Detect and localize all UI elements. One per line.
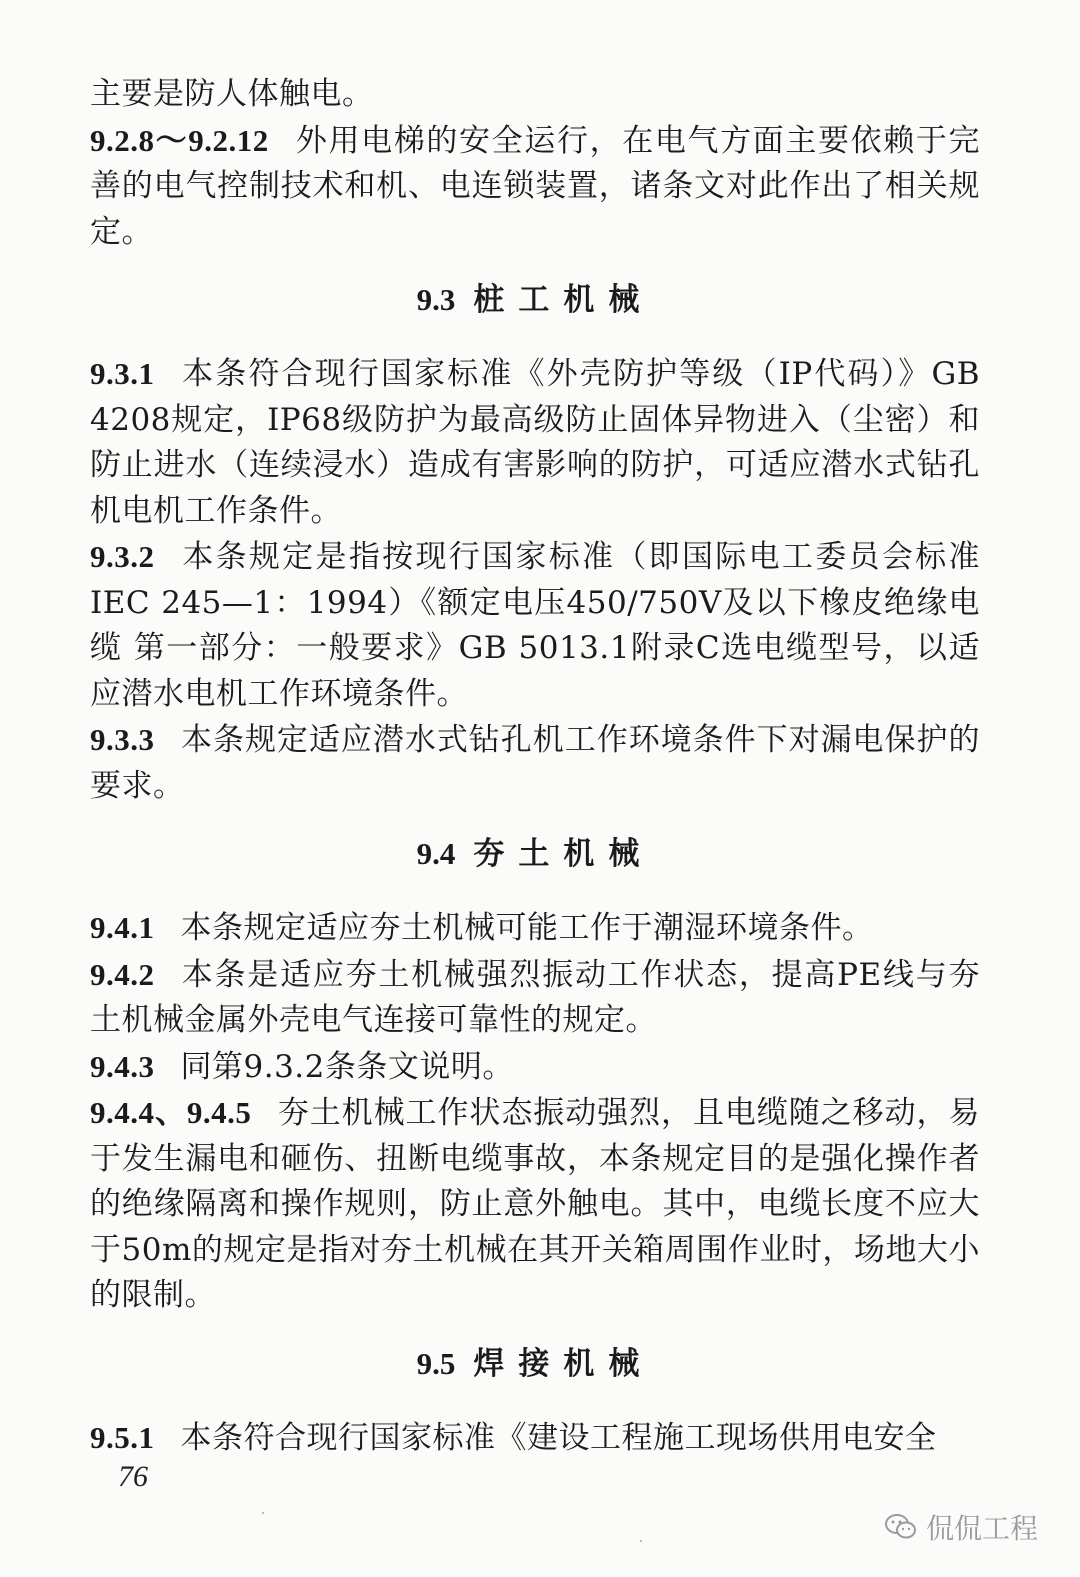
clause-number: 9.5.1	[90, 1419, 155, 1455]
clause-number: 9.4.1	[90, 910, 155, 945]
page-number: 76	[118, 1460, 148, 1493]
clause-text: 本条符合现行国家标准《外壳防护等级（IP代码）》GB 4208规定，IP68级防护为最高级防止固体异物进入（尘密）和防止进水（连续浸水）造成有害影响的防护，可适应潜水式钻孔机电机工作条件。	[90, 356, 980, 529]
clause-paragraph	[90, 1415, 980, 1462]
wechat-icon	[884, 1512, 918, 1542]
clause-paragraph	[90, 72, 980, 118]
clause-text: 本条规定适应潜水式钻孔机工作环境条件下对漏电保护的要求。	[90, 722, 980, 804]
section-heading	[90, 255, 980, 351]
clause-paragraph	[90, 952, 980, 1044]
clause-paragraph	[90, 905, 980, 952]
clause-text: 本条是适应夯土机械强烈振动工作状态，提高PE线与夯土机械金属外壳电气连接可靠性的规定。	[90, 956, 980, 1038]
section-heading	[90, 1319, 980, 1415]
section-title: 桩工机械	[473, 282, 654, 318]
watermark-text: 侃侃工程	[925, 1512, 1038, 1545]
clause-text: 同第9.3.2条条文说明。	[180, 1048, 514, 1085]
clause-paragraph	[90, 351, 980, 534]
section-title: 焊接机械	[473, 1345, 654, 1382]
scan-speck	[640, 1540, 642, 1542]
clause-text: 夯土机械工作状态振动强烈，且电缆随之移动，易于发生漏电和砸伤、扭断电缆事故，本条规定目的是强化操作者的绝缘隔离和操作规则，防止意外触电。其中，电缆长度不应大于50m的规定是指对夯土机械在其开关箱周围作业时，场地大小的限制。	[90, 1095, 980, 1313]
clause-number: 9.4.4、9.4.5	[90, 1095, 252, 1130]
clause-number: 9.4.3	[90, 1048, 155, 1084]
clause-number: 9.2.8～9.2.12	[90, 122, 269, 158]
clause-text: 本条符合现行国家标准《建设工程施工现场供用电安全	[180, 1419, 937, 1456]
section-number: 9.4	[416, 836, 456, 871]
clause-paragraph	[90, 1044, 980, 1091]
clause-number: 9.3.2	[90, 539, 155, 574]
section-title: 夯土机械	[473, 836, 654, 872]
watermark	[884, 1507, 1038, 1547]
clause-number: 9.3.1	[90, 356, 155, 391]
clause-number: 9.4.2	[90, 956, 155, 992]
clause-paragraph	[90, 1090, 980, 1319]
clause-text: 外用电梯的安全运行，在电气方面主要依赖于完善的电气控制技术和机、电连锁装置，诸条文对此作出了相关规定。	[90, 122, 981, 250]
section-number: 9.3	[416, 282, 456, 317]
clause-text: 本条规定适应夯土机械可能工作于潮湿环境条件。	[180, 910, 874, 946]
clause-number: 9.3.3	[90, 722, 155, 757]
clause-paragraph	[90, 717, 980, 809]
clause-text: 本条规定是指按现行国家标准（即国际电工委员会标准IEC 245—1：1994）《额定电压450/750V及以下橡皮绝缘电缆 第一部分：一般要求》GB 5013.1附录C选电缆型号，以适应潜水电机工作环境条件。	[90, 539, 980, 712]
section-number: 9.5	[416, 1345, 456, 1381]
section-heading	[90, 809, 980, 905]
clause-paragraph	[90, 534, 980, 717]
scan-speck	[262, 1512, 264, 1514]
clause-paragraph	[90, 118, 980, 256]
page-content	[90, 72, 980, 1461]
clause-text: 主要是防人体触电。	[90, 76, 374, 112]
